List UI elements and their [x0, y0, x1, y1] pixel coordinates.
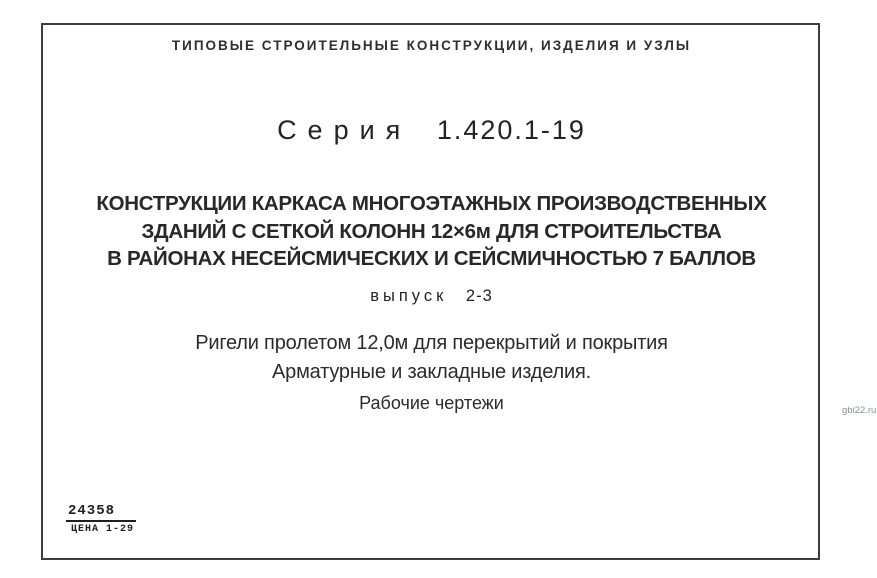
subtitle	[41, 329, 822, 387]
issue-number: 2-3	[465, 287, 493, 305]
main-title-line-1: КОНСТРУКЦИИ КАРКАСА МНОГОЭТАЖНЫХ ПРОИЗВОДСТВЕННЫХ	[96, 192, 767, 215]
main-title-line-2: ЗДАНИЙ С СЕТКОЙ КОЛОНН 12×6м ДЛЯ СТРОИТЕЛЬСТВА	[141, 219, 722, 243]
site-watermark: gbi22.ru	[842, 405, 877, 416]
series-line	[41, 115, 822, 146]
stamp-code: 24358	[66, 503, 136, 522]
subtitle-line-1: Ригели пролетом 12,0м для перекрытий и покрытия	[195, 332, 668, 354]
document-type-label: Рабочие чертежи	[359, 393, 504, 413]
subtitle-line-2: Арматурные и закладные изделия.	[272, 361, 591, 383]
issue-label: выпуск	[370, 287, 448, 305]
issue-line	[41, 287, 822, 306]
series-number: 1.420.1-19	[436, 115, 586, 145]
main-title-line-3: В РАЙОНАХ НЕСЕЙСМИЧЕСКИХ И СЕЙСМИЧНОСТЬЮ 7 БАЛЛОВ	[107, 247, 756, 270]
price-stamp	[66, 501, 136, 535]
stamp-price: ЦЕНА 1-29	[71, 524, 135, 535]
series-label: Серия	[277, 115, 412, 145]
document-category-header: ТИПОВЫЕ СТРОИТЕЛЬНЫЕ КОНСТРУКЦИИ, ИЗДЕЛИЯ И УЗЛЫ	[171, 38, 692, 53]
main-title	[41, 190, 822, 273]
